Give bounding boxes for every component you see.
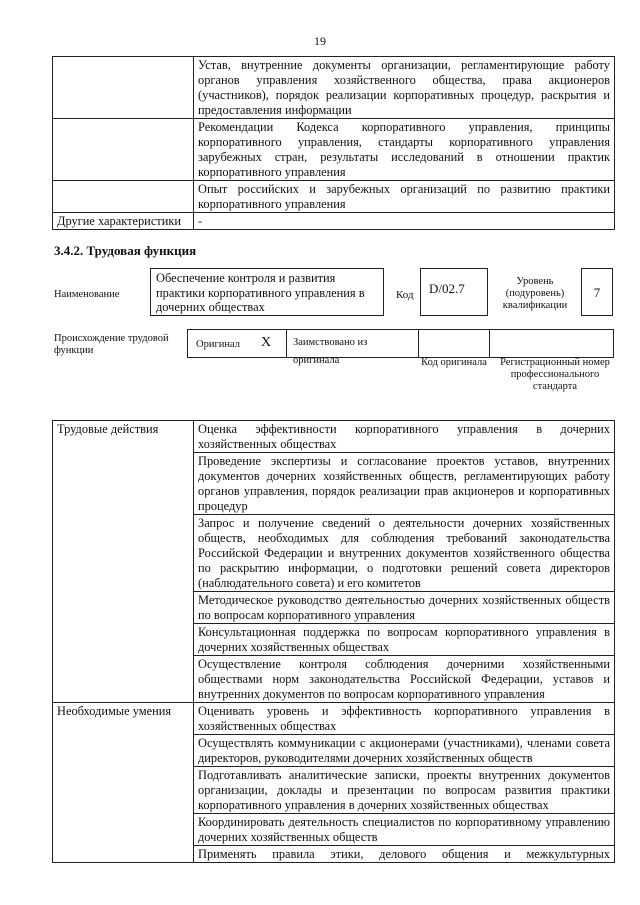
item-text: Осуществление контроля соблюдения дочерними хозяйственными обществами норм законодательства Российской Федерации, уставов и внутренних документов по вопросам корпоративного управления xyxy=(194,656,615,703)
borrowed-label: Заимствовано из оригинала xyxy=(293,337,368,366)
group-label: Трудовые действия xyxy=(53,421,194,703)
row-label xyxy=(53,181,194,213)
original-cell xyxy=(187,329,287,358)
row-label xyxy=(53,119,194,181)
level-value: 7 xyxy=(593,285,601,300)
section-heading: 3.4.2. Трудовая функция xyxy=(54,243,197,258)
origin-label: Происхождение трудовой функции xyxy=(54,333,169,356)
row-label: Другие характеристики xyxy=(53,213,194,230)
code-label: Код xyxy=(396,289,414,301)
row-text: - xyxy=(194,213,615,230)
item-text: Консультационная поддержка по вопросам корпоративного управления в дочерних хозяйственных обществах xyxy=(194,624,615,656)
table-row xyxy=(53,181,615,213)
table-row xyxy=(53,421,615,453)
reg-number-cell xyxy=(489,329,614,358)
level-box xyxy=(581,268,613,316)
item-text: Проведение экспертизы и согласование проектов уставов, внутренних документов дочерних хозяйственных обществ, регламентирующих работу органов управления, порядок реализации прав акционеров и корпоративных процедур xyxy=(194,453,615,515)
table-row xyxy=(53,703,615,735)
function-name-box xyxy=(150,268,384,316)
original-label: Оригинал xyxy=(196,339,240,350)
row-text: Опыт российских и зарубежных организаций по развитию практики корпоративного управления xyxy=(194,181,615,213)
knowledge-table xyxy=(52,56,615,230)
table-row xyxy=(53,213,615,230)
table-row xyxy=(53,119,615,181)
row-text: Рекомендации Кодекса корпоративного управления, принципы корпоративного управления, стандарты корпоративного управления зарубежных стран, результаты исследований в отношении практик корпоративного управления xyxy=(194,119,615,181)
function-name-value: Обеспечение контроля и развития практики корпоративного управления в дочерних обществах xyxy=(156,271,365,314)
borrowed-cell xyxy=(286,329,419,366)
table-row xyxy=(53,57,615,119)
code-value: D/02.7 xyxy=(429,281,465,296)
page-number: 19 xyxy=(314,34,326,48)
item-text: Подготавливать аналитические записки, проекты внутренних документов организации, доклады и презентации по вопросам развития практики корпоративного управления в дочерних хозяйственных обществах xyxy=(194,767,615,814)
origin-code-cell xyxy=(418,329,490,358)
code-caption: Код оригинала xyxy=(421,357,487,368)
name-label: Наименование xyxy=(54,289,120,300)
labor-function-table xyxy=(52,420,615,863)
original-mark: X xyxy=(261,335,272,350)
item-text: Методическое руководство деятельностью дочерних хозяйственных обществ по вопросам корпоративного управления xyxy=(194,592,615,624)
group-label: Необходимые умения xyxy=(53,703,194,863)
row-text: Устав, внутренние документы организации, регламентирующие работу органов управления хозяйственного общества, права акционеров (участников), порядок реализации корпоративных процедур, раскрытия и предоставления информации xyxy=(194,57,615,119)
reg-caption: Регистрационный номер профессионального стандарта xyxy=(500,357,610,392)
level-label: Уровень (подуровень) квалификации xyxy=(502,276,568,311)
item-text: Оценивать уровень и эффективность корпоративного управления в хозяйственных обществах xyxy=(194,703,615,735)
item-text: Координировать деятельность специалистов по корпоративному управлению дочерних хозяйственных обществ xyxy=(194,814,615,846)
row-label xyxy=(53,57,194,119)
item-text: Запрос и получение сведений о деятельности дочерних хозяйственных обществ, необходимых для соблюдения требований законодательства Российской Федерации и внутренних документов хозяйственного общества по раскрытию информации, о подготовки решений совета директоров (наблюдательного совета) и его комитетов xyxy=(194,515,615,592)
code-box xyxy=(420,268,488,316)
item-text: Применять правила этики, делового общения и межкультурных xyxy=(194,846,615,863)
item-text: Оценка эффективности корпоративного управления в дочерних хозяйственных обществах xyxy=(194,421,615,453)
item-text: Осуществлять коммуникации с акционерами (участниками), членами совета директоров, руководителями дочерних хозяйственных обществ xyxy=(194,735,615,767)
